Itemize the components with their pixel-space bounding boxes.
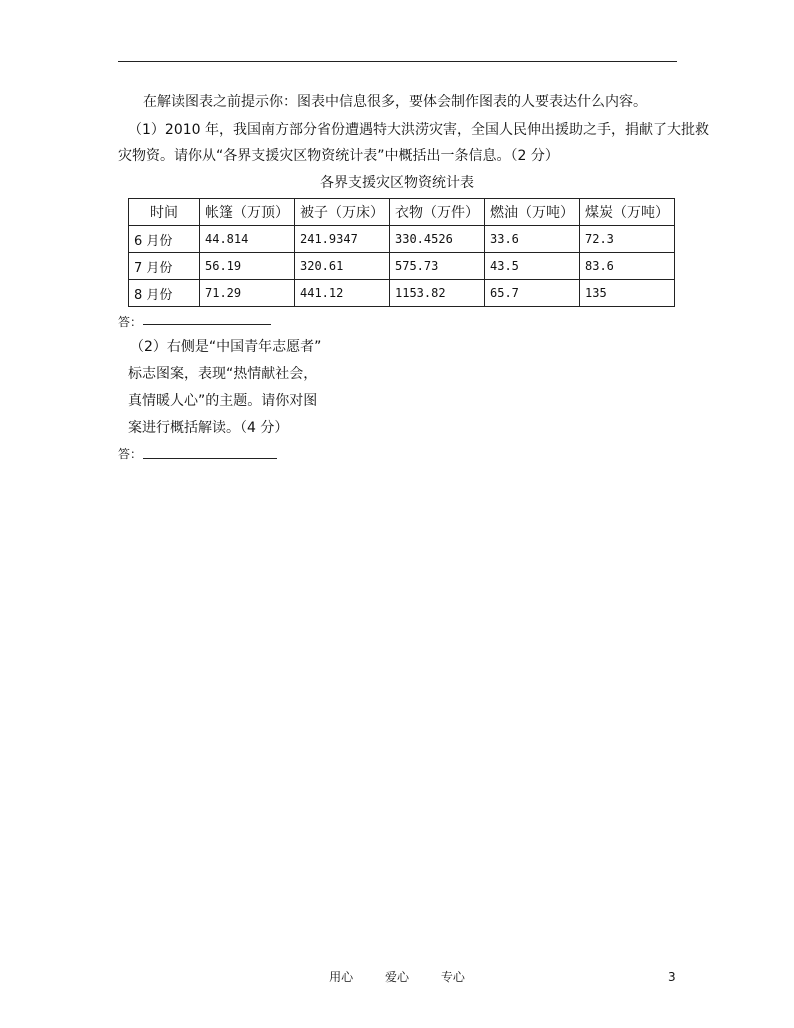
table-row (129, 280, 675, 307)
answer-label-2: 答： (118, 447, 143, 461)
table-header-row (129, 199, 675, 226)
question-2-line-2: 标志图案，表现“热情献社会， (128, 366, 318, 382)
row-month: 8 月份 (129, 280, 200, 307)
answer-label-1: 答： (118, 315, 143, 329)
header-time: 时间 (129, 199, 200, 226)
cell-quilts: 320.61 (295, 253, 390, 280)
answer-blank-2[interactable] (143, 458, 277, 459)
row-month: 6 月份 (129, 226, 200, 253)
question-1-line-2: 灾物资。请你从“各界支援灾区物资统计表”中概括出一条信息。（2 分） (118, 148, 559, 164)
header-quilts: 被子（万床） (295, 199, 390, 226)
statistics-table (128, 198, 675, 307)
cell-quilts: 241.9347 (295, 226, 390, 253)
cell-quilts: 441.12 (295, 280, 390, 307)
table-row (129, 253, 675, 280)
header-rule (118, 61, 677, 62)
cell-tents: 71.29 (200, 280, 295, 307)
question-2-line-3: 真情暖人心”的主题。请你对图 (128, 393, 318, 409)
header-coal: 煤炭（万吨） (580, 199, 675, 226)
cell-fuel-oil: 65.7 (485, 280, 580, 307)
footer-item: 用心 (329, 970, 354, 984)
cell-coal: 72.3 (580, 226, 675, 253)
header-tents: 帐篷（万顶） (200, 199, 295, 226)
row-month: 7 月份 (129, 253, 200, 280)
header-fuel-oil: 燃油（万吨） (485, 199, 580, 226)
intro-text: 在解读图表之前提示你：图表中信息很多，要体会制作图表的人要表达什么内容。 (143, 94, 647, 110)
cell-fuel-oil: 43.5 (485, 253, 580, 280)
question-2-line-4: 案进行概括解读。（4 分） (128, 420, 289, 436)
cell-clothing: 1153.82 (390, 280, 485, 307)
cell-tents: 56.19 (200, 253, 295, 280)
cell-coal: 83.6 (580, 253, 675, 280)
answer-blank-1[interactable] (143, 324, 271, 325)
header-clothing: 衣物（万件） (390, 199, 485, 226)
cell-coal: 135 (580, 280, 675, 307)
question-1-line-1: （1）2010 年，我国南方部分省份遭遇特大洪涝灾害，全国人民伸出援助之手，捐献了大批救 (128, 122, 709, 138)
page-number: 3 (668, 970, 676, 984)
cell-tents: 44.814 (200, 226, 295, 253)
table-row (129, 226, 675, 253)
table-title: 各界支援灾区物资统计表 (320, 175, 474, 191)
question-2-line-1: （2）右侧是“中国青年志愿者” (130, 339, 322, 355)
footer-item: 爱心 (384, 970, 409, 984)
footer-item: 专心 (440, 970, 465, 984)
cell-clothing: 575.73 (390, 253, 485, 280)
cell-fuel-oil: 33.6 (485, 226, 580, 253)
cell-clothing: 330.4526 (390, 226, 485, 253)
